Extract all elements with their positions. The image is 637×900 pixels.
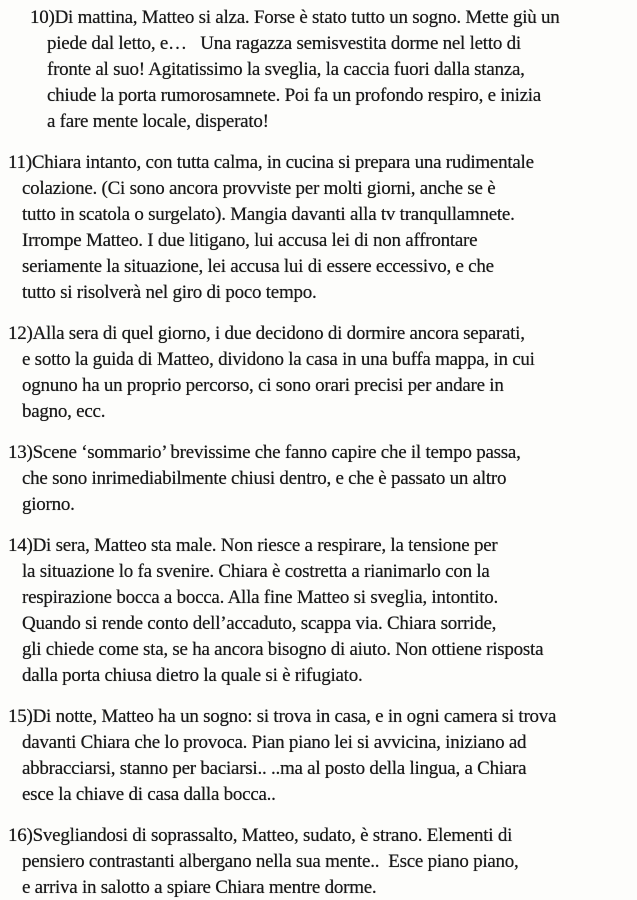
text-line: 16)Svegliandosi di soprassalto, Matteo, sudato, è strano. Elementi di bbox=[8, 825, 513, 846]
text-line: chiude la porta rumorosamnete. Poi fa un profondo respiro, e inizia bbox=[47, 85, 541, 106]
story-item-13 bbox=[0, 440, 637, 518]
text-line: esce la chiave di casa dalla bocca.. bbox=[22, 784, 276, 805]
text-line: bagno, ecc. bbox=[22, 401, 106, 422]
text-line: davanti Chiara che lo provoca. Pian piano lei si avvicina, iniziano ad bbox=[22, 732, 527, 753]
story-item-10 bbox=[0, 5, 637, 135]
story-item-12 bbox=[0, 321, 637, 425]
text-line: fronte al suo! Agitatissimo la sveglia, la caccia fuori dalla stanza, bbox=[47, 59, 525, 80]
text-line: 13)Scene ‘sommario’ brevissime che fanno capire che il tempo passa, bbox=[8, 442, 521, 463]
text-line: a fare mente locale, disperato! bbox=[47, 111, 269, 132]
text-line: respirazione bocca a bocca. Alla fine Matteo si sveglia, intontito. bbox=[22, 587, 499, 608]
text-line: Quando si rende conto dell’accaduto, scappa via. Chiara sorride, bbox=[22, 613, 497, 634]
text-line: giorno. bbox=[22, 494, 75, 515]
text-line: seriamente la situazione, lei accusa lui di essere eccessivo, e che bbox=[22, 256, 494, 277]
text-line: gli chiede come sta, se ha ancora bisogno di aiuto. Non ottiene risposta bbox=[22, 639, 544, 660]
text-line: piede dal letto, e… Una ragazza semisvestita dorme nel letto di bbox=[47, 33, 521, 54]
text-line: la situazione lo fa svenire. Chiara è costretta a rianimarlo con la bbox=[22, 561, 490, 582]
text-line: 15)Di notte, Matteo ha un sogno: si trova in casa, e in ogni camera si trova bbox=[8, 706, 557, 727]
story-item-16 bbox=[0, 823, 637, 900]
text-line: abbracciarsi, stanno per baciarsi.. ..ma al posto della lingua, a Chiara bbox=[22, 758, 527, 779]
text-line: dalla porta chiusa dietro la quale si è rifugiato. bbox=[22, 665, 363, 686]
text-line: 14)Di sera, Matteo sta male. Non riesce a respirare, la tensione per bbox=[8, 535, 498, 556]
text-line: ognuno ha un proprio percorso, ci sono orari precisi per andare in bbox=[22, 375, 504, 396]
text-line: colazione. (Ci sono ancora provviste per molti giorni, anche se è bbox=[22, 178, 496, 199]
text-line: e sotto la guida di Matteo, dividono la casa in una buffa mappa, in cui bbox=[22, 349, 535, 370]
text-line: tutto si risolverà nel giro di poco tempo. bbox=[22, 282, 317, 303]
text-line: 11)Chiara intanto, con tutta calma, in cucina si prepara una rudimentale bbox=[8, 152, 534, 173]
text-line: che sono inrimediabilmente chiusi dentro, e che è passato un altro bbox=[22, 468, 507, 489]
story-item-11 bbox=[0, 150, 637, 306]
text-line: tutto in scatola o surgelato). Mangia davanti alla tv tranqullamnete. bbox=[22, 204, 515, 225]
text-line: 10)Di mattina, Matteo si alza. Forse è stato tutto un sogno. Mette giù un bbox=[30, 7, 560, 28]
text-line: pensiero contrastanti albergano nella sua mente.. Esce piano piano, bbox=[22, 851, 519, 872]
text-line: Irrompe Matteo. I due litigano, lui accusa lei di non affrontare bbox=[22, 230, 478, 251]
text-line: 12)Alla sera di quel giorno, i due decidono di dormire ancora separati, bbox=[8, 323, 525, 344]
text-line: e arriva in salotto a spiare Chiara mentre dorme. bbox=[22, 877, 377, 898]
story-item-15 bbox=[0, 704, 637, 808]
story-item-14 bbox=[0, 533, 637, 689]
